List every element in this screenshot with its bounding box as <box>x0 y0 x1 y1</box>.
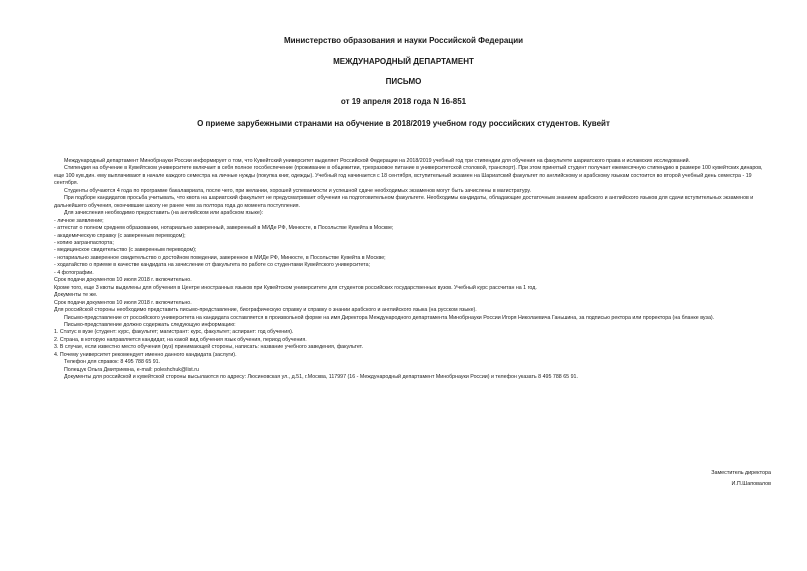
document-type: ПИСЬМО <box>385 77 422 86</box>
list-item: - личное заявление; <box>54 217 104 224</box>
paragraph-documents-required: Для зачисления необходимо предоставить (на английском или арабском языке): <box>64 210 264 217</box>
list-item: - 4 фотографии. <box>54 269 94 276</box>
list-item: - нотариально заверенное свидетельство о достойном поведении, заверенное в МИДе РФ, Минюсте, в Посольстве Кувейта в Москве; <box>54 254 386 261</box>
numbered-item: 2. Страна, в которую направляется кандидат, на какой вид обучения язык обучения, период обучения. <box>54 336 307 343</box>
paragraph-recommendation-letter: Письмо-представление от российского университета на кандидата составляется в произвольной форме на имя Директора Международного департамента Минобрнауки России Игоря Николаевича Ганьшина, за подписью ректора или проректора (на бланке вуза). <box>64 314 715 321</box>
phone-line: Телефон для справок: 8 495 788 65 91. <box>64 359 161 366</box>
paragraph-russian-side: Для российской стороны необходимо представить письмо-представление, биографическую справку и справку о знании арабского и английского языка (на русском языке). <box>54 307 477 314</box>
paragraph-intro: Международный департамент Минобрнауки России информирует о том, что Кувейтский университет выделяет Российской Федерации на 2018/2019 учебный год три стипендии для обучения на факультете шариатского права и исламских исследований. <box>64 158 691 164</box>
paragraph-mailing-address: Документы для российской и кувейтской стороны высылаются по адресу: Люсиновская ул., д.51, г.Москва, 117997 (16 - Международный департамент Минобрнауки России) и телефон указать 8 495 788 65 91. <box>64 374 578 381</box>
numbered-item: 1. Статус в вузе (студент: курс, факультет; магистрант: курс, факультет; аспирант: год обучения). <box>54 329 294 336</box>
list-item: - аттестат о полном среднем образовании, нотариально заверенный, заверенный в МИДе РФ, Минюсте, в Посольстве Кувейта в Москве; <box>54 225 394 232</box>
paragraph-same-documents: Документы те же. <box>54 292 98 299</box>
paragraph-candidate-selection: При подборе кандидатов просьба учитывать, что квота на шариатский факультет не предусматривает обучения на подготовительном факультете. Необходимы кандидаты, обладающие достаточным знанием арабского и английского языков для сдачи вступительных экзаменов и дальнейшего обучения, окончившие школу не ранее чем за полтора года до момента поступления. <box>54 195 754 209</box>
numbered-item: 4. Почему университет рекомендует именно данного кандидата (заслуги). <box>54 351 237 358</box>
subject-title: О приеме зарубежными странами на обучение в 2018/2019 учебном году российских студентов. Кувейт <box>197 119 610 128</box>
list-item: - ходатайство о приеме в качестве кандидата на зачисление от факультета по работе со студентами Кувейтского университета; <box>54 262 371 269</box>
signature-title: Заместитель директора <box>711 470 771 476</box>
deadline-line: Срок подачи документов 10 июля 2018 г. включительно. <box>54 299 192 306</box>
paragraph-language-center: Кроме того, еще 3 квоты выделены для обучения в Центре иностранных языков при Кувейтском университете для студентов российских государственных вузов. Учебный курс рассчитан на 1 год. <box>54 284 537 291</box>
date-number: от 19 апреля 2018 года N 16-851 <box>340 97 467 106</box>
deadline-line: Срок подачи документов 10 июля 2018 г. включительно. <box>54 277 192 284</box>
ministry-heading: Министерство образования и науки Российской Федерации <box>283 36 524 45</box>
list-item: - медицинское свидетельство (с заверенным переводом); <box>54 247 197 254</box>
letter-body <box>54 158 772 382</box>
contact-line: Полещук Ольга Дмитриевна, e-mail: poleshchuk@list.ru <box>64 366 199 373</box>
paragraph-letter-contents: Письмо-представление должно содержать следующую информацию: <box>64 321 236 328</box>
paragraph-study-duration: Студенты обучаются 4 года по программе бакалавриата, после чего, при желании, хорошей успеваемости и успешной сдаче необходимых экзаменов могут быть зачислены в магистратуру. <box>64 187 531 194</box>
signature-name: И.П.Шаповалов <box>731 481 771 487</box>
list-item: - академическую справку (с заверенным переводом); <box>54 232 186 239</box>
department-heading: МЕЖДУНАРОДНЫЙ ДЕПАРТАМЕНТ <box>333 57 474 66</box>
paragraph-scholarship: Стипендия на обучение в Кувейтском университете включает в себя полное гособеспечение (проживание в общежитии, трехразовое питание в университетской столовой, транспорт). При этом принятый студент получает ежемесячную стипендию в размере 100 кувейтских динаров, еще 100 кув.дин. ему выплачивают в начале каждого семестра на личные нужды (покупка книг, одежды). Учебный год начинается с 18 сентября, вступительный экзамен на Шариатский факультет по английскому и арабскому языкам состоится во второй учебный день семестра - 19 сентября. <box>54 165 763 187</box>
numbered-item: 3. В случае, если известно место обучения (вуз) принимающей стороны, написать: название учебного заведения, факультет. <box>54 344 363 351</box>
list-item: - копию загранпаспорта; <box>54 239 114 246</box>
